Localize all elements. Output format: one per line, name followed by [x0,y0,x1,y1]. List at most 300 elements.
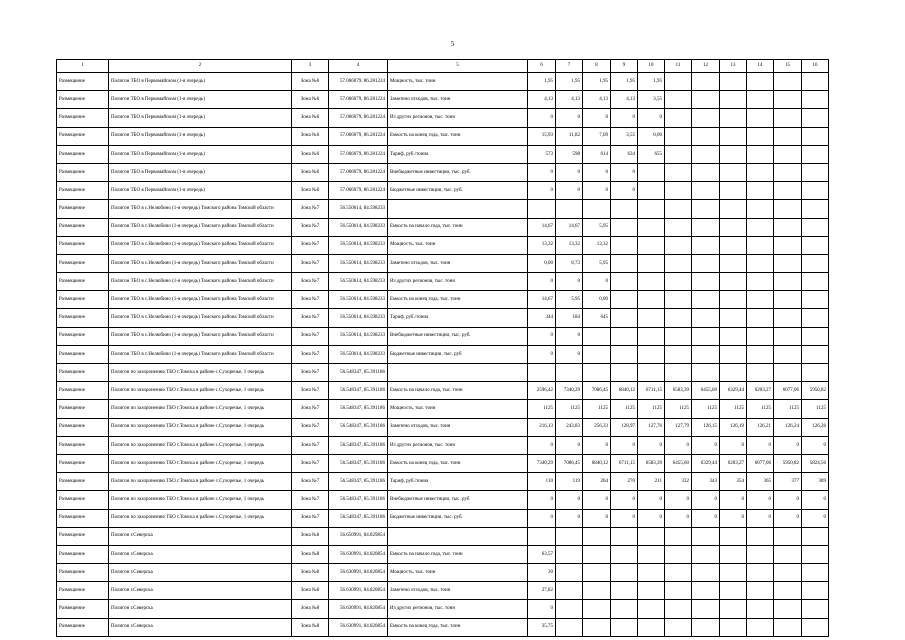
value-cell [692,91,720,109]
value-cell [528,200,556,218]
value-cell [665,218,692,236]
value-cell [747,527,774,545]
value-cell: 11,82 [556,127,583,145]
value-cell: 1,95 [556,73,583,91]
value-cell [583,327,611,345]
value-cell [638,200,665,218]
value-cell: 7086,45 [556,454,583,472]
value-cell: 0 [665,491,692,509]
value-cell [774,309,802,327]
value-cell [802,182,829,200]
value-cell [611,564,638,582]
value-cell [802,564,829,582]
facility-cell: Полигон г.Северска [109,600,292,618]
value-cell [665,163,692,181]
indicator-cell: Мощность, тыс. тонн [388,236,528,254]
value-cell: 6455,60 [692,382,720,400]
value-cell: 1,95 [528,73,556,91]
value-cell [774,527,802,545]
indicator-cell: Заметено отходов, тыс. тонн [388,254,528,272]
coordinates-cell: 56.548347, 85.391186 [329,491,388,509]
table-row [57,236,829,254]
value-cell: 0 [747,509,774,527]
value-cell [638,291,665,309]
value-cell: 1125 [583,400,611,418]
coordinates-cell: 57.066079, 86.281224 [329,182,388,200]
value-cell [556,600,583,618]
value-cell: 15,93 [528,127,556,145]
value-cell [665,273,692,291]
coordinates-cell: 56.550614, 84.598233 [329,200,388,218]
value-cell: 0 [583,491,611,509]
activity-cell: Размещение [57,527,109,545]
value-cell: 5824,56 [802,454,829,472]
value-cell [665,182,692,200]
coordinates-cell: 57.066079, 86.281224 [329,109,388,127]
column-header: 4 [329,60,388,73]
value-cell [556,564,583,582]
indicator-cell: Внебюджетные инвестиции, тыс. руб [388,491,528,509]
activity-cell: Размещение [57,436,109,454]
value-cell [774,618,802,636]
activity-cell: Размещение [57,509,109,527]
value-cell [583,527,611,545]
value-cell [802,618,829,636]
coordinates-cell: 56.548347, 85.391186 [329,509,388,527]
value-cell: 6840,12 [611,382,638,400]
value-cell [802,145,829,163]
value-cell [638,600,665,618]
value-cell [692,218,720,236]
value-cell [720,218,747,236]
table-row [57,291,829,309]
zone-cell: Зона №7 [292,273,329,291]
coordinates-cell: 56.630991, 84.820854 [329,582,388,600]
value-cell: 6711,15 [638,382,665,400]
coordinates-cell: 56.630991, 84.820854 [329,618,388,636]
value-cell [692,109,720,127]
data-table [56,59,829,637]
value-cell [720,545,747,563]
value-cell: 0 [611,182,638,200]
zone-cell: Зона №7 [292,473,329,491]
indicator-cell [388,200,528,218]
value-cell: 119 [556,473,583,491]
table-row [57,109,829,127]
zone-cell: Зона №7 [292,509,329,527]
value-cell: 5950,82 [774,454,802,472]
value-cell: 27,82 [528,582,556,600]
value-cell [774,582,802,600]
value-cell: 343 [692,473,720,491]
value-cell [720,327,747,345]
value-cell: 1125 [528,400,556,418]
activity-cell: Размещение [57,127,109,145]
facility-cell: Полигон по захоронению ТБО г.Томска в районе с.Сухоречье, 1 очередь [109,418,292,436]
value-cell [611,309,638,327]
indicator-cell: Емкость на конец года, тыс. тонн [388,454,528,472]
value-cell: 634 [611,145,638,163]
indicator-cell: Мощность, тыс. тонн [388,400,528,418]
activity-cell: Размещение [57,273,109,291]
value-cell: 0 [583,273,611,291]
zone-cell: Зона №7 [292,364,329,382]
table-row [57,509,829,527]
value-cell: 0 [583,109,611,127]
column-header: 5 [388,60,528,73]
value-cell: 6455,60 [665,454,692,472]
value-cell [611,600,638,618]
value-cell [665,109,692,127]
value-cell [665,291,692,309]
facility-cell: Полигон по захоронению ТБО г.Томска в районе с.Сухоречье, 1 очередь [109,400,292,418]
value-cell [720,291,747,309]
value-cell: 0 [774,509,802,527]
value-cell: 0 [556,491,583,509]
zone-cell: Зона №8 [292,564,329,582]
value-cell [720,618,747,636]
value-cell: 1125 [802,400,829,418]
activity-cell: Размещение [57,145,109,163]
value-cell [583,364,611,382]
value-cell [747,254,774,272]
value-cell: 0 [638,436,665,454]
value-cell: 0 [638,491,665,509]
value-cell: 0 [692,509,720,527]
table-row [57,73,829,91]
value-cell: 1125 [611,400,638,418]
value-cell [802,273,829,291]
value-cell [802,582,829,600]
value-cell: 216,13 [528,418,556,436]
activity-cell: Размещение [57,163,109,181]
zone-cell: Зона №7 [292,345,329,363]
table-row [57,145,829,163]
value-cell: 13,32 [556,236,583,254]
value-cell [802,545,829,563]
value-cell [774,254,802,272]
coordinates-cell: 57.066079, 86.281224 [329,73,388,91]
zone-cell: Зона №8 [292,545,329,563]
indicator-cell: Из других регионов, тыс. тонн [388,600,528,618]
value-cell [665,345,692,363]
facility-cell: Полигон ТБО в Первомайском (1-я очередь) [109,127,292,145]
value-cell: 6329,44 [720,382,747,400]
value-cell [747,582,774,600]
value-cell [802,73,829,91]
zone-cell: Зона №8 [292,582,329,600]
value-cell [747,545,774,563]
value-cell [583,345,611,363]
value-cell: 0 [556,273,583,291]
value-cell: 1125 [665,400,692,418]
value-cell [774,200,802,218]
value-cell [665,618,692,636]
value-cell: 0 [720,491,747,509]
value-cell: 0 [747,436,774,454]
value-cell [720,236,747,254]
value-cell [802,345,829,363]
value-cell [556,545,583,563]
zone-cell: Зона №7 [292,491,329,509]
zone-cell: Зона №7 [292,218,329,236]
coordinates-cell: 57.066079, 86.281224 [329,127,388,145]
indicator-cell: Заметено отходов, тыс. тонн [388,582,528,600]
value-cell [747,600,774,618]
zone-cell: Зона №7 [292,454,329,472]
coordinates-cell: 56.550614, 84.598233 [329,327,388,345]
table-row [57,163,829,181]
value-cell [556,364,583,382]
activity-cell: Размещение [57,200,109,218]
column-header: 6 [528,60,556,73]
table-row [57,364,829,382]
value-cell [692,564,720,582]
value-cell [638,618,665,636]
value-cell: 8,73 [556,254,583,272]
zone-cell: Зона №8 [292,600,329,618]
coordinates-cell: 56.548347, 85.391186 [329,364,388,382]
value-cell [802,291,829,309]
value-cell: 6203,27 [747,382,774,400]
value-cell [720,163,747,181]
value-cell [583,582,611,600]
coordinates-cell: 56.550614, 84.598233 [329,273,388,291]
value-cell: 126,24 [774,418,802,436]
activity-cell: Размещение [57,582,109,600]
table-row [57,182,829,200]
value-cell [692,163,720,181]
value-cell [692,600,720,618]
value-cell: 7086,45 [583,382,611,400]
value-cell [692,273,720,291]
coordinates-cell: 56.548347, 85.391186 [329,418,388,436]
coordinates-cell: 56.630991, 84.820854 [329,564,388,582]
value-cell [747,564,774,582]
value-cell: 0 [528,491,556,509]
activity-cell: Размещение [57,473,109,491]
indicator-cell [388,364,528,382]
zone-cell: Зона №6 [292,145,329,163]
value-cell: 0 [528,509,556,527]
value-cell: 128,97 [611,418,638,436]
table-row [57,382,829,400]
value-cell: 0 [556,109,583,127]
value-cell [611,273,638,291]
value-cell [638,527,665,545]
value-cell: 264 [583,473,611,491]
value-cell: 4,13 [611,91,638,109]
value-cell [802,364,829,382]
table-row [57,436,829,454]
value-cell [692,345,720,363]
value-cell: 0 [528,327,556,345]
value-cell [747,236,774,254]
value-cell [556,527,583,545]
value-cell [747,309,774,327]
value-cell: 5950,82 [802,382,829,400]
value-cell: 126,15 [692,418,720,436]
value-cell [692,618,720,636]
indicator-cell: Емкость на начало года, тыс. тонн [388,545,528,563]
activity-cell: Размещение [57,236,109,254]
value-cell: 645 [583,309,611,327]
table-row [57,564,829,582]
value-cell [747,618,774,636]
value-cell [638,327,665,345]
activity-cell: Размещение [57,454,109,472]
value-cell [720,309,747,327]
zone-cell: Зона №7 [292,400,329,418]
activity-cell: Размещение [57,309,109,327]
value-cell: 4,13 [583,91,611,109]
facility-cell: Полигон ТБО в с.Нелюбино (1-я очередь) Томского района Томской области [109,291,292,309]
value-cell [720,254,747,272]
value-cell: 7,69 [583,127,611,145]
facility-cell: Полигон ТБО в с.Нелюбино (1-я очередь) Томского района Томской области [109,309,292,327]
value-cell [665,309,692,327]
value-cell [638,254,665,272]
coordinates-cell: 56.550614, 84.598233 [329,254,388,272]
value-cell [747,73,774,91]
facility-cell: Полигон по захоронению ТБО г.Томска в районе с.Сухоречье, 1 очередь [109,436,292,454]
value-cell [665,127,692,145]
indicator-cell: Емкость на начало года, тыс. тонн [388,218,528,236]
value-cell: 0 [665,436,692,454]
value-cell: 63,57 [528,545,556,563]
value-cell [692,545,720,563]
value-cell: 598 [556,145,583,163]
value-cell [638,345,665,363]
column-header: 10 [638,60,665,73]
table-row [57,127,829,145]
value-cell: 0,00 [638,127,665,145]
value-cell [692,73,720,91]
facility-cell: Полигон ТБО в Первомайском (1-я очередь) [109,109,292,127]
value-cell: 0 [528,163,556,181]
table-row [57,400,829,418]
value-cell [528,527,556,545]
activity-cell: Размещение [57,345,109,363]
value-cell: 0 [774,436,802,454]
value-cell: 365 [747,473,774,491]
value-cell [747,163,774,181]
coordinates-cell: 56.630991, 84.820854 [329,600,388,618]
activity-cell: Размещение [57,618,109,636]
coordinates-cell: 57.066079, 86.281224 [329,163,388,181]
activity-cell: Размещение [57,382,109,400]
value-cell: 0 [528,273,556,291]
value-cell: 0,00 [528,254,556,272]
table-row [57,309,829,327]
facility-cell: Полигон по захоронению ТБО г.Томска в районе с.Сухоречье, 1 очередь [109,364,292,382]
value-cell: 0 [611,509,638,527]
indicator-cell: Из других регионов, тыс. тонн [388,109,528,127]
value-cell [747,364,774,382]
value-cell [638,236,665,254]
value-cell: 0 [556,182,583,200]
value-cell [774,145,802,163]
value-cell: 3,55 [638,91,665,109]
value-cell [638,218,665,236]
value-cell [665,527,692,545]
zone-cell: Зона №7 [292,436,329,454]
activity-cell: Размещение [57,600,109,618]
value-cell: 0 [802,436,829,454]
facility-cell: Полигон ТБО в с.Нелюбино (1-я очередь) Томского района Томской области [109,200,292,218]
column-header: 15 [774,60,802,73]
coordinates-cell: 56.650991, 84.829854 [329,527,388,545]
value-cell [720,73,747,91]
value-cell: 14,67 [528,218,556,236]
value-cell [692,254,720,272]
value-cell: 0 [556,327,583,345]
column-header: 7 [556,60,583,73]
facility-cell: Полигон ТБО в с.Нелюбино (1-я очередь) Томского района Томской области [109,236,292,254]
coordinates-cell: 56.550614, 84.598233 [329,218,388,236]
value-cell: 0 [583,163,611,181]
value-cell: 655 [638,145,665,163]
facility-cell: Полигон ТБО в с.Нелюбино (1-я очередь) Томского района Томской области [109,327,292,345]
value-cell: 0 [802,491,829,509]
value-cell [747,327,774,345]
coordinates-cell: 56.630991, 84.820854 [329,545,388,563]
value-cell: 0 [528,345,556,363]
column-header: 2 [109,60,292,73]
table-row [57,454,829,472]
value-cell [583,618,611,636]
value-cell: 0 [611,109,638,127]
activity-cell: Размещение [57,364,109,382]
coordinates-cell: 56.550614, 84.598233 [329,236,388,254]
value-cell [720,127,747,145]
value-cell: 1125 [720,400,747,418]
value-cell: 1125 [747,400,774,418]
value-cell: 614 [583,145,611,163]
value-cell [692,291,720,309]
page-number: 5 [450,40,455,48]
value-cell: 0 [583,436,611,454]
value-cell [692,364,720,382]
value-cell: 0 [528,600,556,618]
value-cell [638,309,665,327]
value-cell: 270 [611,473,638,491]
value-cell [692,145,720,163]
indicator-cell: Мощность, тыс. тонн [388,564,528,582]
activity-cell: Размещение [57,564,109,582]
value-cell: 211 [638,473,665,491]
table-row [57,600,829,618]
value-cell: 0 [611,436,638,454]
zone-cell: Зона №7 [292,254,329,272]
value-cell: 126,21 [747,418,774,436]
value-cell [720,145,747,163]
value-cell [802,254,829,272]
value-cell: 0 [556,509,583,527]
value-cell [720,345,747,363]
coordinates-cell: 56.550614, 84.598233 [329,309,388,327]
value-cell [720,182,747,200]
column-header: 8 [583,60,611,73]
value-cell [774,109,802,127]
column-header: 3 [292,60,329,73]
value-cell: 0 [528,436,556,454]
value-cell [774,273,802,291]
value-cell [583,600,611,618]
facility-cell: Полигон г.Северска [109,527,292,545]
value-cell: 184 [556,309,583,327]
table-row [57,91,829,109]
